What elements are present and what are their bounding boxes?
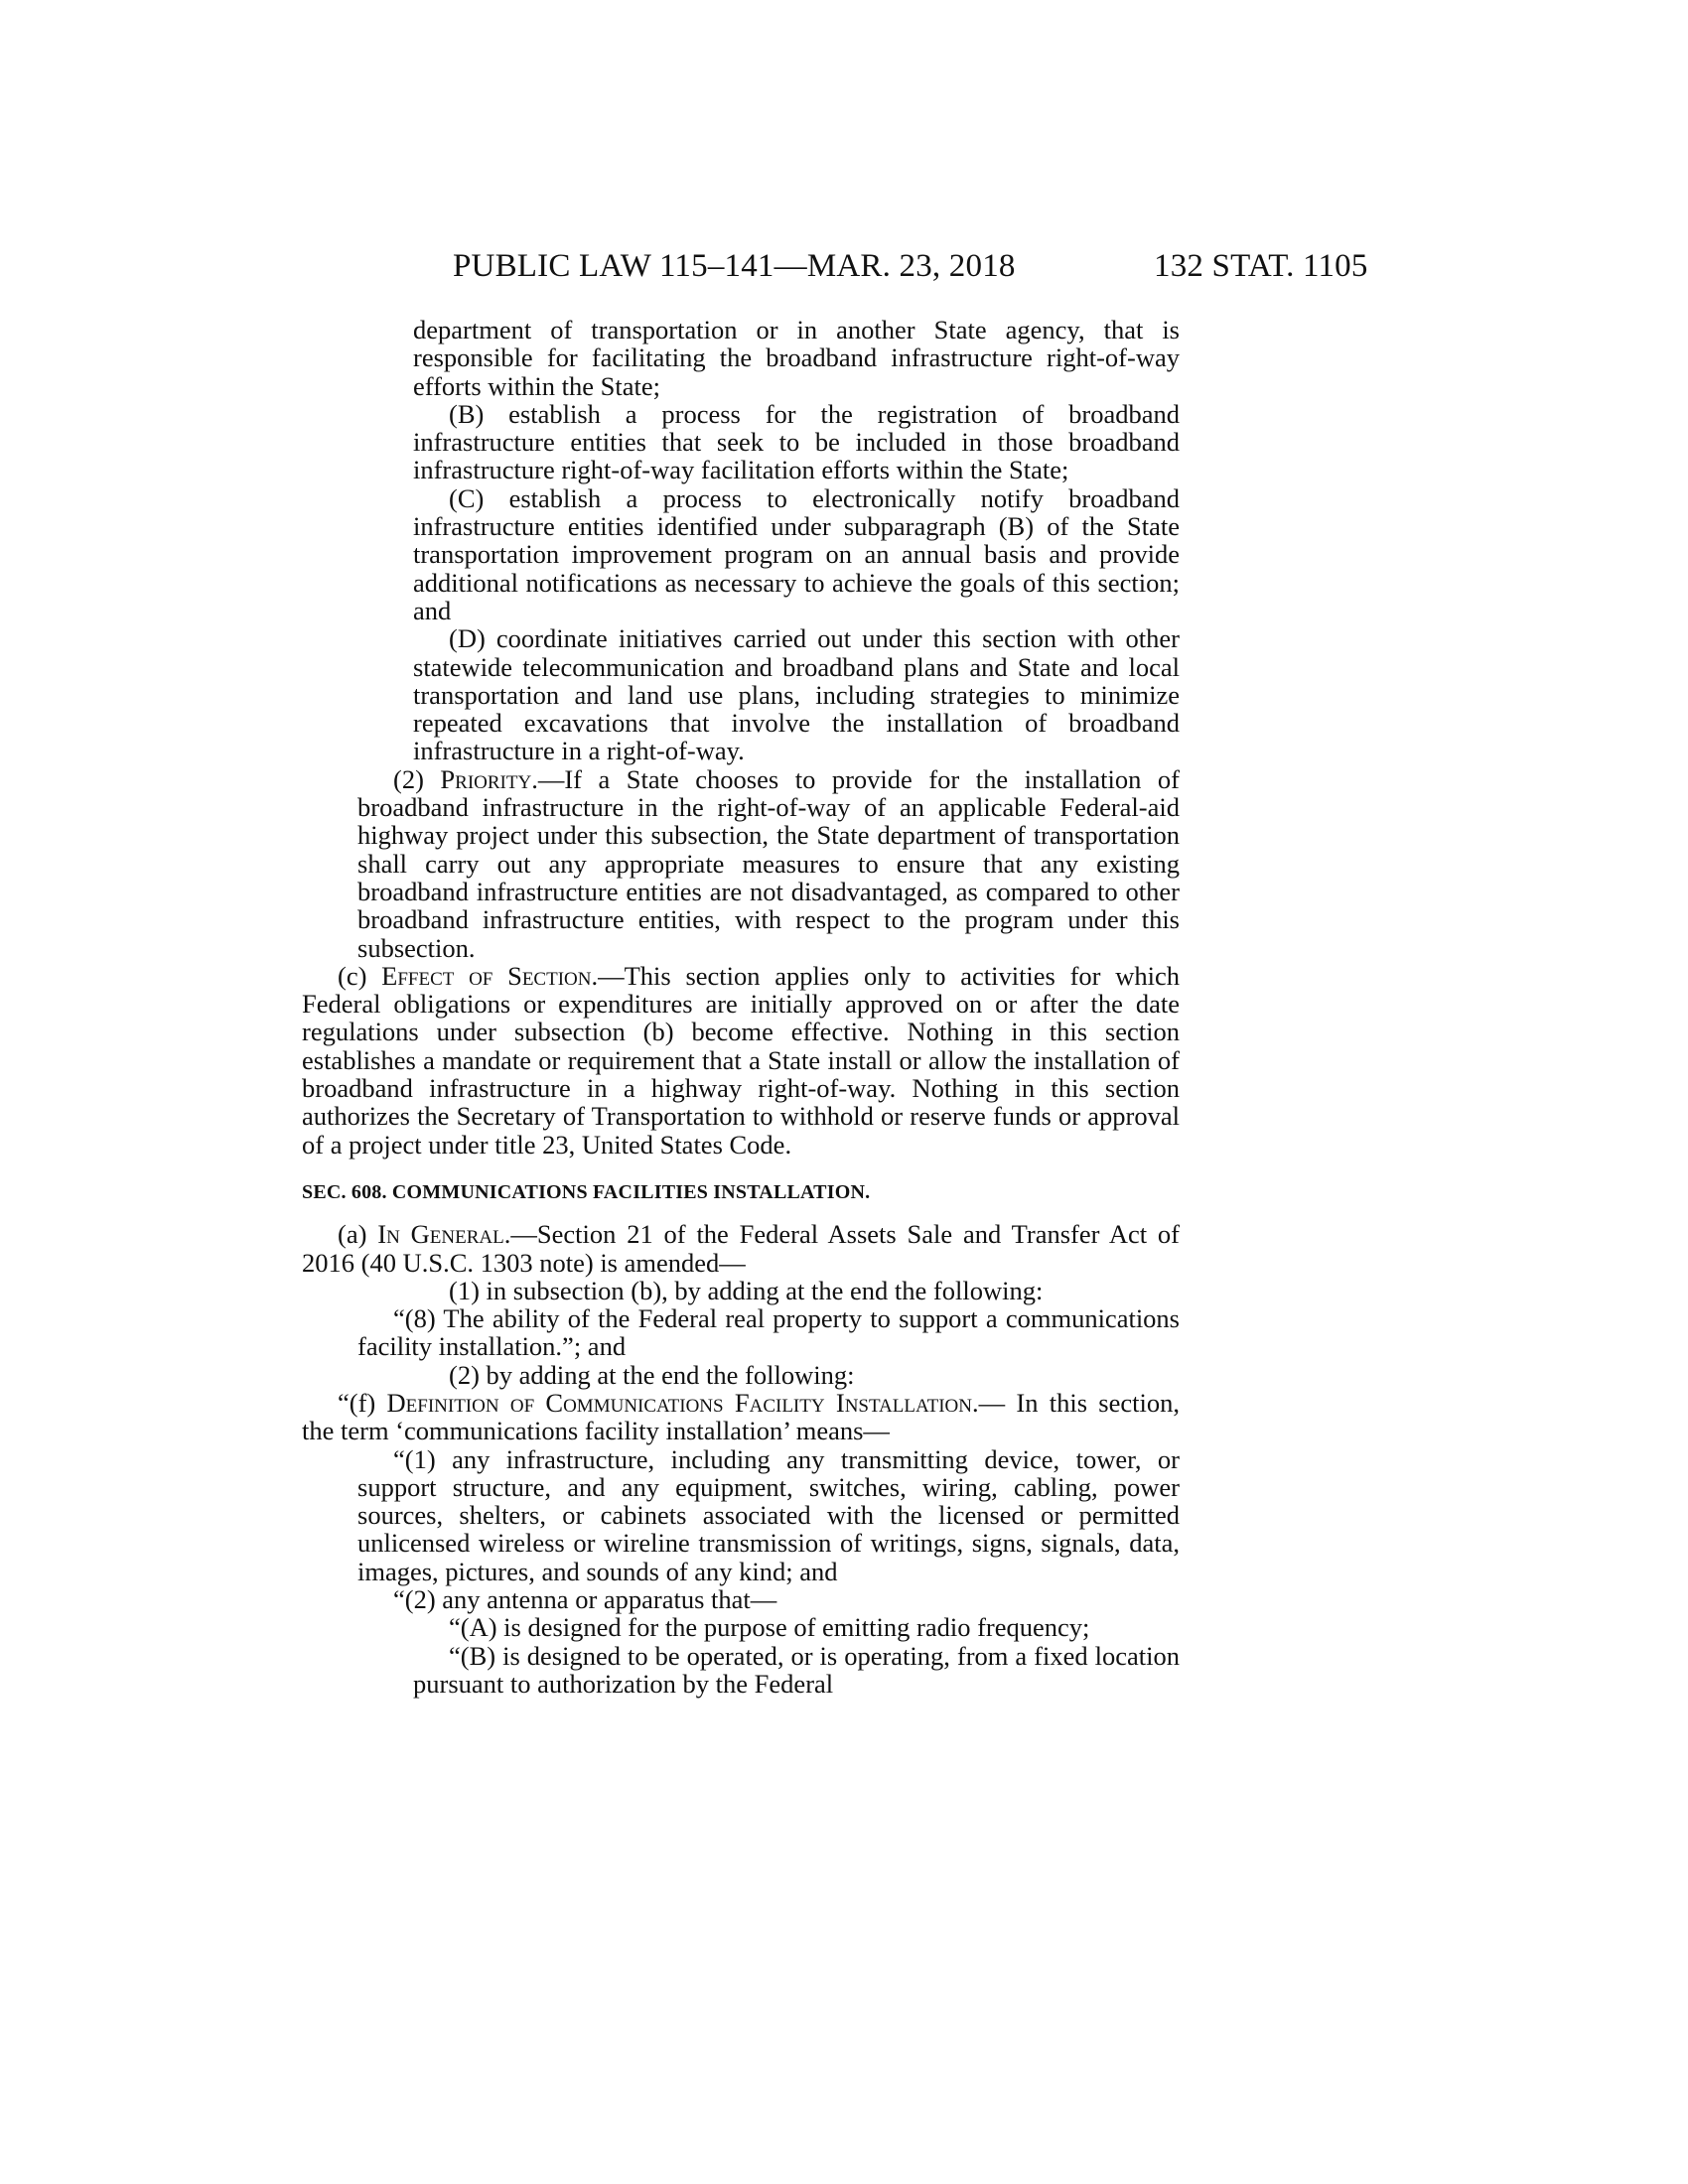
paragraph-in-general	[302, 1220, 1180, 1277]
paragraph-definition-2b: “(B) is designed to be operated, or is operating, from a fixed location pursuant to authorization by the Federal	[413, 1640, 1180, 1699]
paragraph-effect-heading: Effect of Section	[381, 960, 592, 991]
paragraph-continuation-a: department of transportation or in another State agency, that is responsible for facilitating the broadband infrastructure right-of-way efforts within the State;	[413, 315, 1180, 401]
paragraph-in-general-heading: In General	[377, 1219, 504, 1250]
running-header-page-number: 132 STAT. 1105	[1154, 248, 1368, 284]
paragraph-priority-text: .—If a State chooses to provide for the installation of broadband infrastructure in the right-of-way of an applicable Federal-aid highway project under this subsection, the State department of transportation shall carry out any appropriate measures to ensure that any existing broadband infrastructure entities are not disadvantaged, as compared to other broadband infrastructure entities, with respect to the program under this subsection.	[357, 763, 1180, 963]
paragraph-definition-1: “(1) any infrastructure, including any transmitting device, tower, or support structure, and any equipment, switches, wiring, cabling, power sources, shelters, or cabinets associated with the licensed or permitted unlicensed wireless or wireline transmission of writings, signs, signals, data, images, pictures, and sounds of any kind; and	[357, 1443, 1180, 1586]
paragraph-in-general-text: .—Section 21 of the Federal Assets Sale and Transfer Act of 2016 (40 U.S.C. 1303 note) is amended—	[302, 1219, 1181, 1278]
paragraph-subpara-c: (C) establish a process to electronically notify broadband infrastructure entities identified under subparagraph (B) of the State transportation improvement program on an annual basis and provide additional notifications as necessary to achieve the goals of this section; and	[413, 482, 1180, 625]
paragraph-definition-2: “(2) any antenna or apparatus that—	[393, 1584, 777, 1615]
paragraph-definition-heading: Definition of Communications Facility Installation	[386, 1387, 972, 1418]
paragraph-effect-text: .—This section applies only to activities for which Federal obligations or expenditures are initially approved on or after the date regulations under subsection (b) become effective. Nothing in this section establishes a mandate or requirement that a State install or allow the installation of broadband infrastructure in a highway right-of-way. Nothing in this section authorizes the Secretary of Transportation to withhold or reserve funds or approval of a project under title 23, United States Code.	[302, 960, 1180, 1160]
section-heading: SEC. 608. COMMUNICATIONS FACILITIES INSTALLATION.	[302, 1180, 871, 1203]
paragraph-priority-lead: (2)	[393, 763, 441, 794]
document-body	[302, 316, 1180, 1698]
paragraph-effect-of-section	[302, 962, 1180, 1159]
paragraph-item-1: (1) in subsection (b), by adding at the end the following:	[449, 1275, 1044, 1305]
paragraph-definition	[302, 1389, 1180, 1445]
paragraph-priority	[302, 765, 1180, 962]
paragraph-priority-heading: Priority	[440, 763, 532, 794]
paragraph-definition-text: .— In this section, the term ‘communications facility installation’ means—	[302, 1387, 1180, 1446]
paragraph-definition-lead: “(f)	[338, 1387, 387, 1418]
paragraph-definition-2a: “(A) is designed for the purpose of emitting radio frequency;	[449, 1612, 1090, 1643]
paragraph-subpara-b: (B) establish a process for the registration of broadband infrastructure entities that seek to be included in those broadband infrastructure right-of-way facilitation efforts within the State;	[413, 398, 1180, 485]
paragraph-subpara-d: (D) coordinate initiatives carried out under this section with other statewide telecommunication and broadband plans and State and local transportation and land use plans, including strategies to minimize repeated excavations that involve the installation of broadband infrastructure in a right-of-way.	[413, 623, 1180, 766]
paragraph-effect-lead: (c)	[338, 960, 382, 991]
paragraph-in-general-lead: (a)	[338, 1219, 378, 1250]
paragraph-quoted-8: “(8) The ability of the Federal real property to support a communications facility installation.”; and	[357, 1303, 1180, 1362]
running-header-citation: PUBLIC LAW 115–141—MAR. 23, 2018	[453, 248, 1016, 284]
paragraph-item-2: (2) by adding at the end the following:	[449, 1359, 855, 1390]
